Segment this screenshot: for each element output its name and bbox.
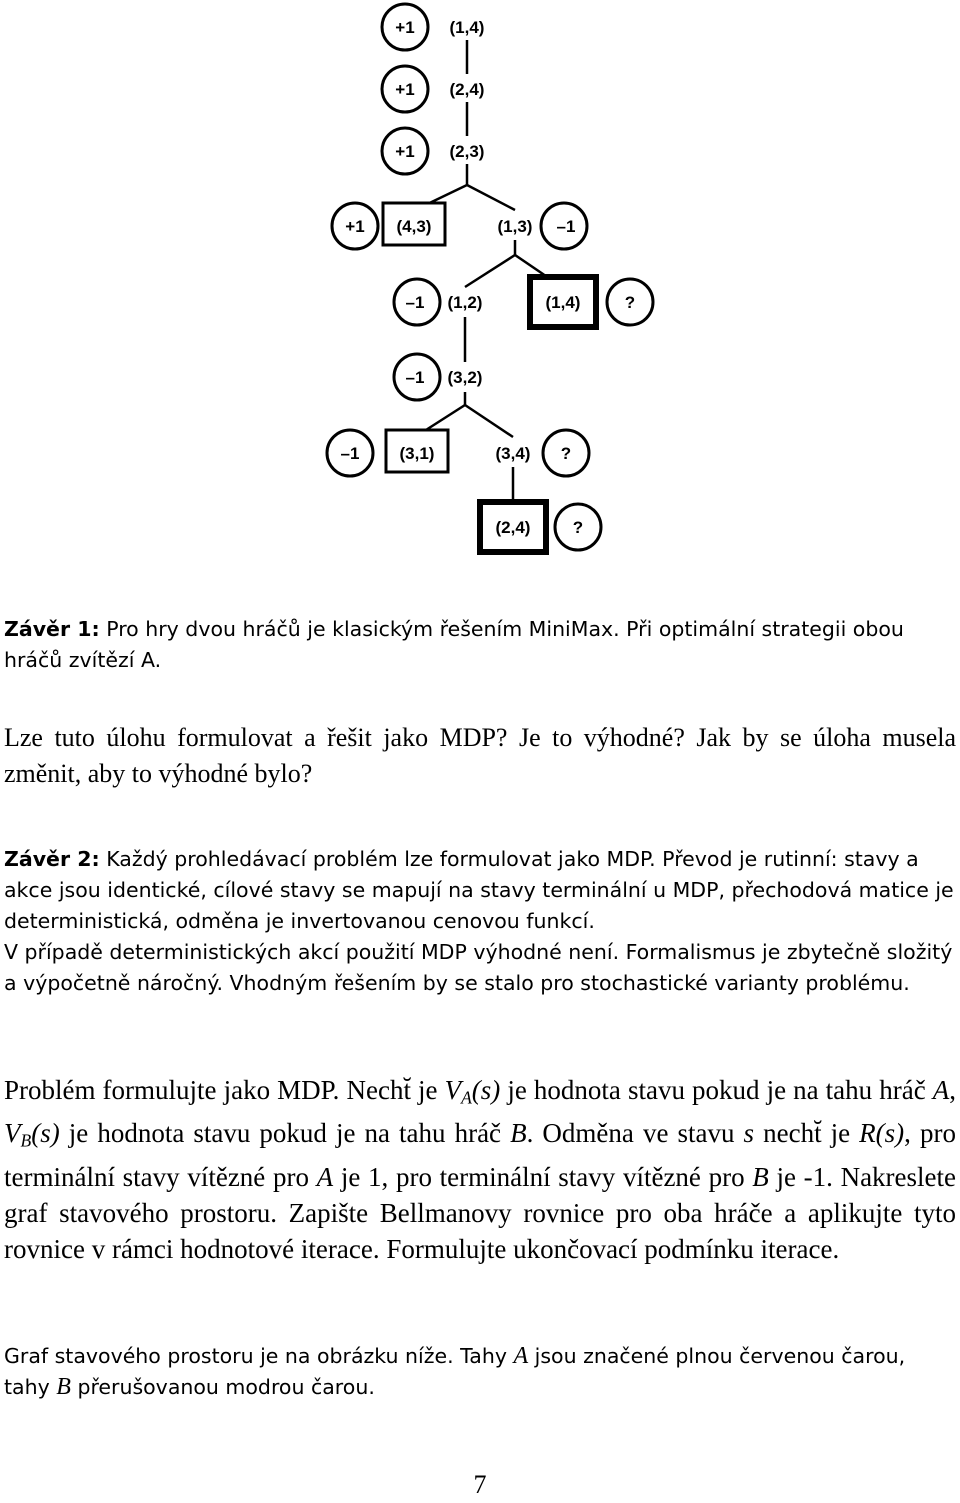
graph-text-1: Graf stavového prostoru je na obrázku níže. Tahy: [4, 1344, 514, 1368]
node-1-2-value: –1: [405, 293, 425, 312]
node-2-3-label: (2,3): [449, 142, 485, 161]
player-a: A: [932, 1075, 950, 1105]
graph-player-a: A: [513, 1343, 529, 1369]
vb-arg: (s): [31, 1118, 60, 1149]
node-2-3-value: +1: [395, 142, 415, 161]
conclusion-1: [4, 614, 956, 676]
task-text-6: necht̆ je: [754, 1118, 860, 1149]
graph-text-2: jsou značené plnou červenou čarou, tahy: [4, 1344, 906, 1399]
node-1-4-value: +1: [395, 18, 415, 37]
conclusion-1-label: Závěr 1:: [4, 617, 100, 641]
node-3-1-label: (3,1): [399, 444, 435, 463]
task-text-1: Problém formulujte jako MDP. Necht̆ je: [4, 1075, 445, 1105]
va-v: V: [444, 1075, 462, 1105]
node-2-4b-label: (2,4): [495, 518, 531, 537]
conclusion-2: [4, 844, 956, 999]
game-tree-diagram: [300, 0, 680, 560]
task-text-2: je hodnota stavu pokud je na tahu hráč: [500, 1075, 933, 1105]
question-text: Lze tuto úlohu formulovat a řešit jako MDP? Je to výhodné? Jak by se úloha musela změnit, aby to výhodné bylo?: [4, 723, 956, 788]
va-arg: (s): [471, 1075, 501, 1105]
node-3-2-label: (3,2): [447, 368, 483, 387]
task-text-4: je hodnota stavu pokud je na tahu hráč: [59, 1118, 511, 1149]
node-1-4-label: (1,4): [449, 18, 485, 37]
node-2-4-label: (2,4): [449, 80, 485, 99]
state-s: s: [743, 1118, 755, 1149]
player-b: B: [510, 1118, 527, 1149]
reward-symbol: [859, 1118, 904, 1148]
graph-description: [4, 1341, 956, 1403]
task-paragraph: [4, 1072, 956, 1267]
va-sub: A: [461, 1087, 472, 1108]
node-3-2-value: –1: [405, 368, 425, 387]
node-1-2-label: (1,2): [447, 293, 483, 312]
task-text-3: ,: [949, 1075, 956, 1105]
va-symbol: [444, 1075, 501, 1108]
node-1-4b-label: (1,4): [545, 293, 581, 312]
graph-text-3: přerušovanou modrou čarou.: [70, 1375, 375, 1399]
node-1-4b-value: ?: [624, 293, 636, 312]
node-2-4-value: +1: [395, 80, 415, 99]
conclusion-2-text: Každý prohledávací problém lze formulovat jako MDP. Převod je rutinní: stavy a akce jsou identické, cílové stavy se mapují na stavy terminální u MDP, přechodová matice je deterministická, odměna je invertovanou cenovou funkcí.: [4, 847, 954, 933]
node-1-3-label: (1,3): [497, 217, 533, 236]
task-text-8: je 1, pro terminální stavy vítězné pro: [333, 1161, 753, 1192]
task-text-9: je -1. Nakreslete graf stavového prostoru. Zapište Bellmanovy rovnice pro oba hráče a aplikujte tyto rovnice v rámci hodnotové iterace. Formulujte ukončovací podmínku iterace.: [4, 1161, 956, 1264]
conclusion-1-text: Pro hry dvou hráčů je klasickým řešením MiniMax. Při optimální strategii obou hráčů zvítězí A.: [4, 617, 904, 672]
node-4-3-label: (4,3): [396, 217, 432, 236]
player-b-2: B: [752, 1161, 769, 1192]
graph-player-b: B: [56, 1374, 71, 1400]
conclusion-2-label: Závěr 2:: [4, 847, 100, 871]
vb-symbol: [4, 1118, 60, 1151]
question-paragraph: [4, 720, 956, 792]
vb-v: V: [4, 1118, 21, 1149]
node-3-1-value: –1: [340, 444, 360, 463]
node-2-4b-value: ?: [572, 518, 584, 537]
task-text-7: , pro terminální stavy vítězné pro: [4, 1118, 956, 1192]
reward-arg: (s): [875, 1118, 905, 1149]
task-text-5: . Odměna ve stavu: [526, 1118, 744, 1149]
conclusion-2-text-continued: V případě deterministických akcí použití MDP výhodné není. Formalismus je zbytečně složitý a výpočetně náročný. Vhodným řešením by se stalo pro stochastické varianty problému.: [4, 940, 953, 995]
node-3-4-label: (3,4): [495, 444, 531, 463]
node-1-3-value: –1: [556, 217, 576, 236]
page-number: 7: [473, 1470, 487, 1499]
player-a-2: A: [316, 1161, 334, 1192]
reward-r: R: [859, 1118, 876, 1149]
node-3-4-value: ?: [560, 444, 572, 463]
vb-sub: B: [20, 1130, 32, 1151]
node-4-3-value: +1: [345, 217, 365, 236]
